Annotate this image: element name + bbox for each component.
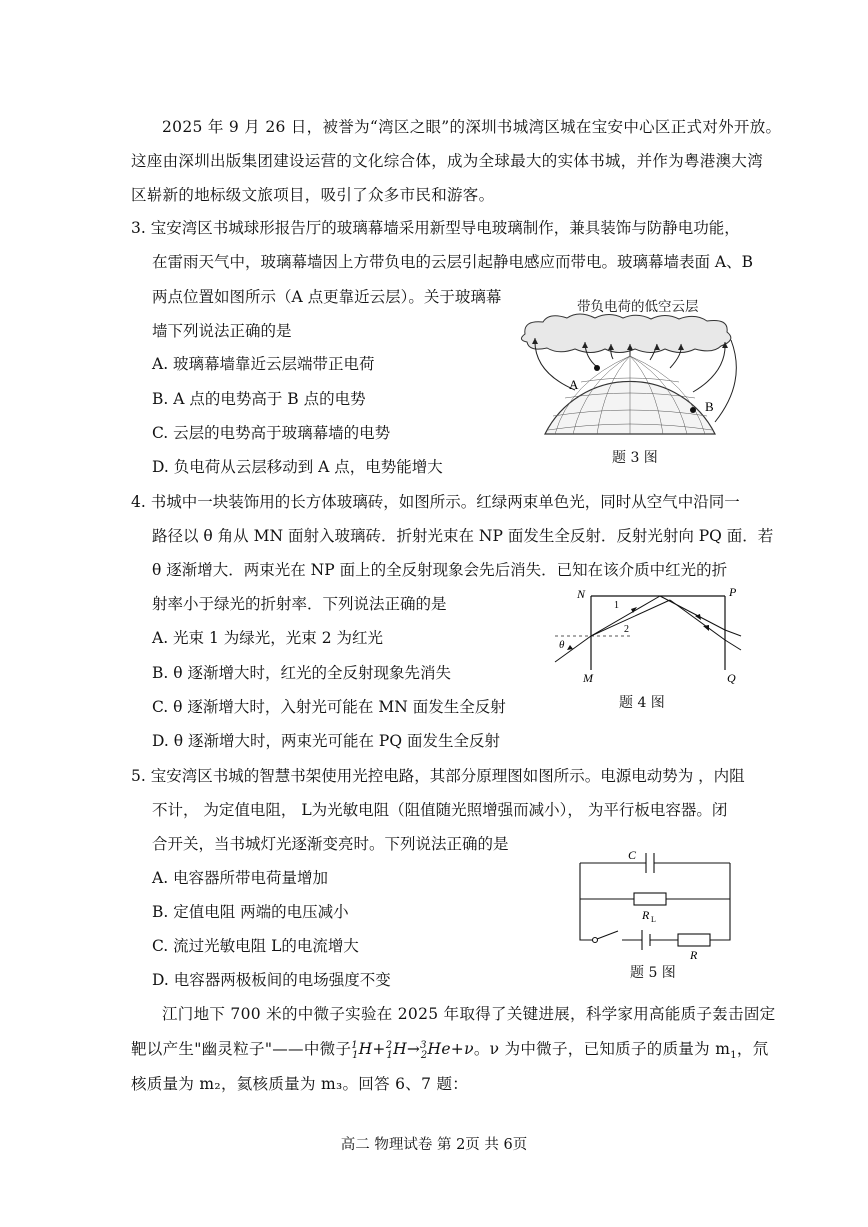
label-q: Q [727, 671, 736, 685]
intro-line-3: 区崭新的地标级文旅项目，吸引了众多市民和游客。 [131, 186, 495, 204]
glass-block [591, 596, 725, 670]
point-b-dot [690, 407, 696, 413]
label-ray-1: 1 [614, 600, 619, 611]
label-a: A [569, 377, 579, 392]
q3-option-b: B. A 点的电势高于 B 点的电势 [152, 390, 366, 408]
neutrino-line-2-suffix: 。ν 为中微子，已知质子的质量为 m [473, 1040, 731, 1058]
page-footer: 高二 物理试卷 第 2页 共 6页 [340, 1137, 528, 1153]
q3-figure-title: 带负电荷的低空云层 [577, 299, 699, 315]
neutrino-line-1: 江门地下 700 米的中微子实验在 2025 年取得了关键进展，科学家用高能质子轰击固定 [162, 1005, 776, 1023]
point-a-dot [594, 365, 600, 371]
q4-stem-1: 4. 书城中一块装饰用的长方体玻璃砖，如图所示。红绿两束单色光，同时从空气中沿同一 [131, 493, 740, 511]
label-n: N [577, 587, 586, 601]
neutrino-line-2: 靶以产生"幽灵粒子"——中微子$^1_1$H+$^2_1$H→$^3_2$He+ν。ν 为中微子，已知质子的质量为 $m_1$，氘 [131, 1039, 769, 1062]
q3-option-d: D. 负电荷从云层移动到 A 点，电势能增大 [152, 458, 443, 476]
q4-option-c: C. θ 逐渐增大时，入射光可能在 MN 面发生全反射 [152, 698, 506, 716]
label-b: B [705, 399, 714, 414]
q5-stem-1: 5. 宝安湾区书城的智慧书架使用光控电路，其部分原理图如图所示。电源电动势为 ，内阻 [131, 767, 745, 785]
light-rays [555, 596, 741, 662]
neutrino-line-3: 核质量为 m₂，氦核质量为 m₃。回答 6、7 题： [131, 1075, 469, 1093]
q4-option-a: A. 光束 1 为绿光，光束 2 为红光 [152, 629, 383, 647]
globe-shape [545, 356, 715, 434]
q3-stem-2: 在雷雨天气中，玻璃幕墙因上方带负电的云层引起静电感应而带电。玻璃幕墙表面 A、B [152, 253, 754, 271]
q4-caption: 题 4 图 [619, 695, 665, 711]
q3-stem-3: 两点位置如图所示（A 点更靠近云层）。关于玻璃幕 [152, 288, 502, 306]
label-m: M [583, 671, 593, 685]
q3-option-c: C. 云层的电势高于玻璃幕墙的电势 [152, 424, 391, 442]
fusion-equation: $^1_1$H+$^2_1$H→$^3_2$He+ν [351, 1039, 474, 1062]
q5-option-b: B. 定值电阻 两端的电压减小 [152, 903, 349, 921]
label-r: R [690, 948, 698, 960]
q4-stem-4: 射率小于绿光的折射率．下列说法正确的是 [152, 595, 447, 613]
q3-caption: 题 3 图 [612, 450, 658, 466]
label-p: P [729, 585, 737, 599]
q5-option-c: C. 流过光敏电阻 L的电流增大 [152, 937, 359, 955]
q5-stem-2: 不计， 为定值电阻， L为光敏电阻（阻值随光照增强而减小）， 为平行板电容器。闭 [152, 801, 728, 819]
q3-stem-1: 3. 宝安湾区书城球形报告厅的玻璃幕墙采用新型导电玻璃制作，兼具装饰与防静电功能， [131, 219, 740, 237]
intro-line-2: 这座由深圳出版集团建设运营的文化综合体，成为全球最大的实体书城，并作为粤港澳大湾 [131, 152, 764, 170]
q3-figure [515, 312, 745, 437]
label-rl-sub: L [651, 915, 656, 924]
q5-caption: 题 5 图 [630, 965, 676, 981]
label-ray-2: 2 [624, 624, 629, 635]
q4-stem-3: θ 逐渐增大．两束光在 NP 面上的全反射现象会先后消失．已知在该介质中红光的折 [152, 561, 728, 579]
q4-figure [545, 582, 745, 687]
q4-option-b: B. θ 逐渐增大时，红光的全反射现象先消失 [152, 664, 452, 682]
q5-option-a: A. 电容器所带电荷量增加 [152, 869, 329, 887]
cloud-shape [521, 314, 730, 353]
q3-stem-4: 墙下列说法正确的是 [152, 322, 292, 340]
q5-circuit [570, 845, 740, 960]
q5-option-d: D. 电容器两极板间的电场强度不变 [152, 971, 391, 989]
q3-option-a: A. 玻璃幕墙靠近云层端带正电荷 [152, 355, 375, 373]
intro-line-1: 2025 年 9 月 26 日，被誉为“湾区之眼”的深圳书城湾区城在宝安中心区正式对外开放。 [162, 118, 782, 136]
q5-stem-3: 合开关，当书城灯光逐渐变亮时。下列说法正确的是 [152, 835, 509, 853]
neutrino-line-2-prefix: 靶以产生"幽灵粒子"——中微子 [131, 1040, 352, 1058]
label-theta: θ [559, 639, 565, 651]
neutrino-line-2-end: ，氘 [736, 1040, 769, 1058]
label-c: C [628, 848, 637, 862]
q4-stem-2: 路径以 θ 角从 MN 面射入玻璃砖．折射光束在 NP 面发生全反射．反射光射向 PQ 面．若 [152, 527, 774, 545]
q4-option-d: D. θ 逐渐增大时，两束光可能在 PQ 面发生全反射 [152, 732, 500, 750]
label-rl: R [642, 908, 650, 922]
